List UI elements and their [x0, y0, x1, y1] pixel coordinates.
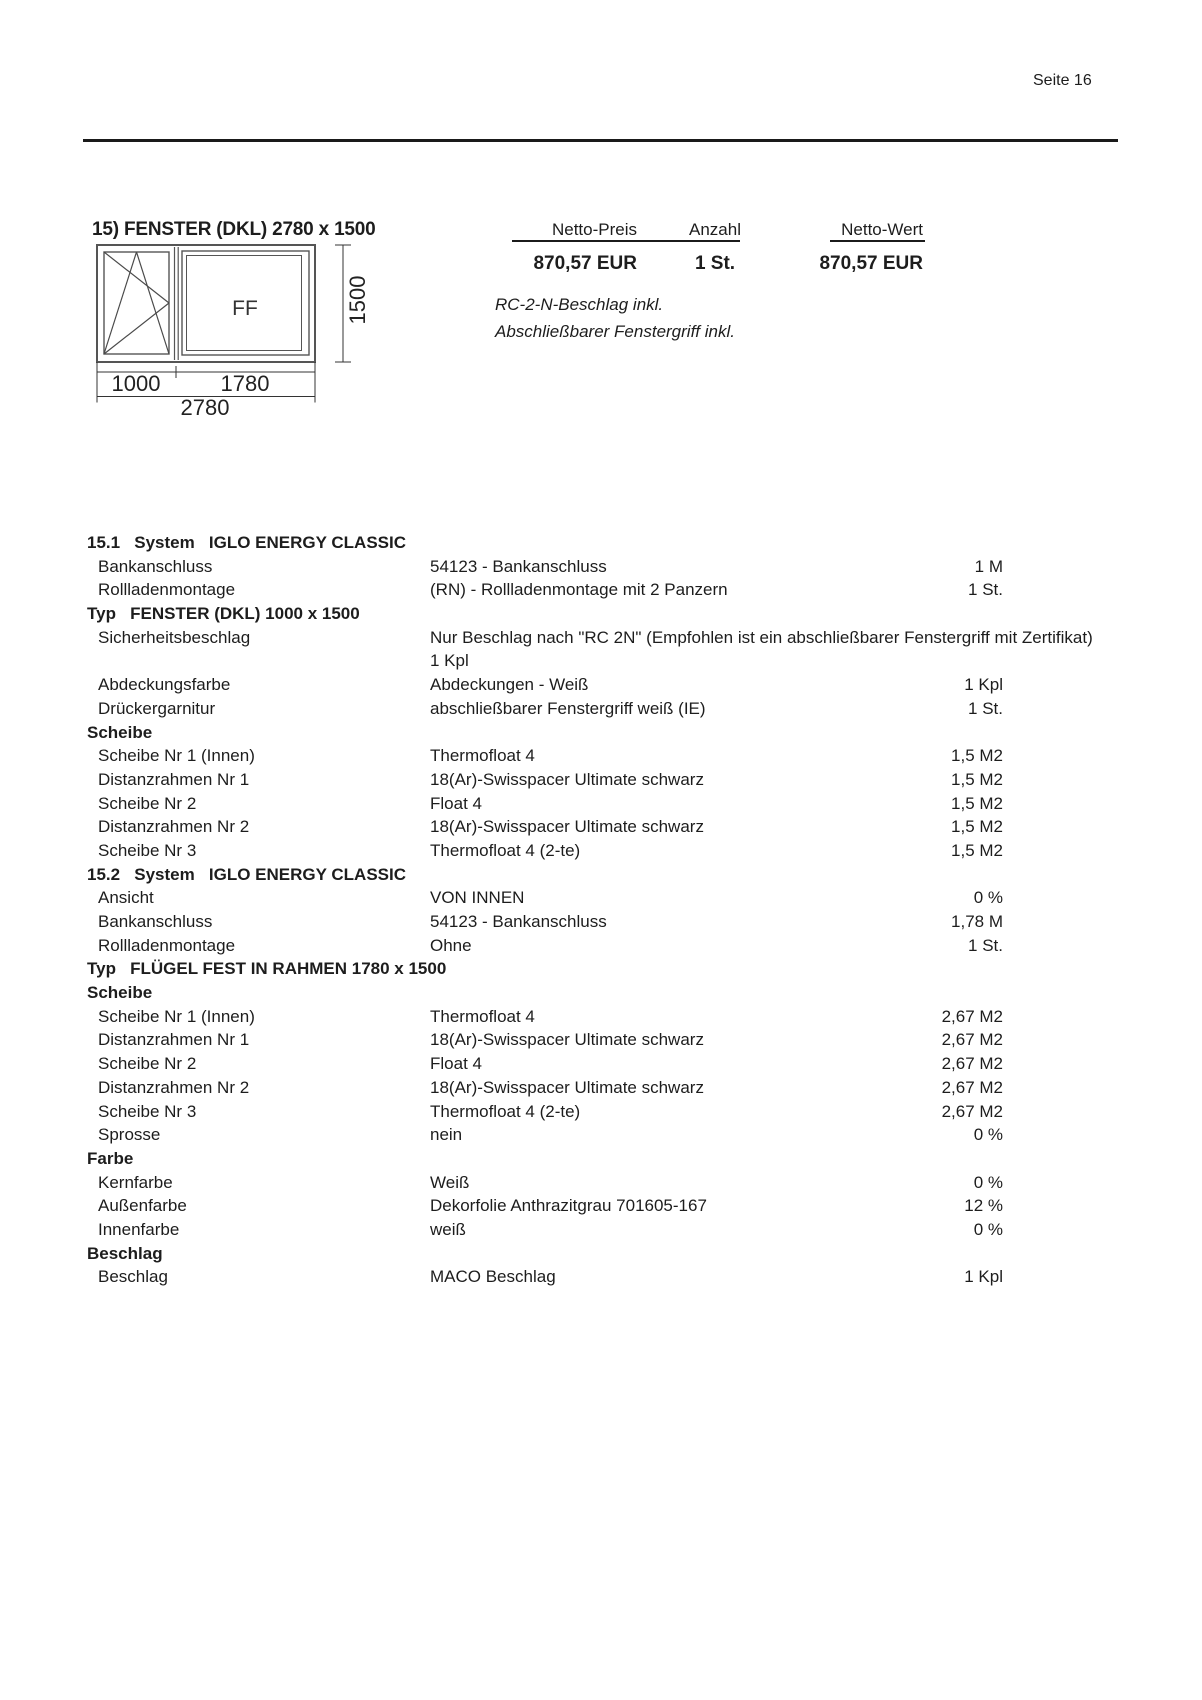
fixed-pane-label: FF	[232, 297, 258, 320]
spec-row	[87, 792, 1003, 816]
spec-label: Scheibe Nr 1 (Innen)	[98, 746, 255, 766]
spec-label: Drückergarnitur	[98, 698, 216, 718]
spec-value: weiß	[430, 1219, 466, 1239]
spec-qty: 1 M	[974, 556, 1003, 576]
spec-label: Ansicht	[98, 888, 154, 908]
dim-width-left: 1000	[111, 371, 161, 396]
spec-label: Abdeckungsfarbe	[98, 675, 231, 695]
spec-row	[87, 934, 1003, 958]
spec-section-label: 15.1 System IGLO ENERGY CLASSIC	[87, 533, 407, 552]
netto-preis-value: 870,57 EUR	[533, 253, 637, 274]
spec-label: Distanzrahmen Nr 1	[98, 1030, 250, 1050]
spec-value: 1 Kpl	[430, 651, 469, 671]
spec-value: Float 4	[430, 793, 482, 813]
spec-value: Weiß	[430, 1172, 470, 1192]
spec-row	[87, 744, 1003, 768]
dim-height: 1500	[345, 275, 370, 325]
spec-row	[87, 673, 1003, 697]
spec-section-label: Farbe	[87, 1148, 134, 1168]
spec-label: Bankanschluss	[98, 556, 213, 576]
item-title: 15) FENSTER (DKL) 2780 x 1500	[92, 219, 376, 240]
spec-section-row	[87, 602, 1003, 626]
spec-section-row	[87, 863, 1003, 887]
spec-label: Distanzrahmen Nr 2	[98, 1077, 250, 1097]
spec-label: Scheibe Nr 2	[98, 793, 197, 813]
spec-qty: 1,5 M2	[951, 746, 1003, 766]
spec-value: 54123 - Bankanschluss	[430, 912, 607, 931]
spec-value: MACO Beschlag	[430, 1267, 556, 1287]
spec-row	[87, 1005, 1003, 1029]
spec-label: Distanzrahmen Nr 2	[98, 817, 250, 837]
spec-section-row	[87, 1242, 1003, 1266]
spec-value: Dekorfolie Anthrazitgrau 701605-167	[430, 1196, 707, 1216]
spec-section-label: 15.2 System IGLO ENERGY CLASSIC	[87, 864, 407, 884]
spec-label: Außenfarbe	[98, 1196, 187, 1216]
netto-wert-value: 870,57 EUR	[819, 253, 923, 274]
spec-qty: 1,5 M2	[951, 793, 1003, 813]
spec-row	[87, 1218, 1003, 1242]
spec-qty: 1,78 M	[951, 912, 1003, 931]
spec-row	[87, 626, 1093, 650]
header-underline-left	[512, 240, 740, 242]
spec-qty: 0 %	[973, 888, 1003, 908]
spec-label: Bankanschluss	[98, 912, 213, 931]
spec-label: Scheibe Nr 3	[98, 1101, 197, 1121]
netto-wert-header: Netto-Wert	[841, 220, 923, 239]
spec-qty: 0 %	[973, 1219, 1003, 1239]
note-line-1: RC-2-N-Beschlag inkl.	[495, 295, 664, 314]
spec-row	[87, 839, 1003, 863]
spec-label: Beschlag	[98, 1267, 168, 1287]
header-divider	[83, 139, 1118, 142]
spec-qty: 1,5 M2	[951, 840, 1003, 860]
spec-label	[87, 649, 430, 673]
spec-section-label: Beschlag	[87, 1243, 163, 1263]
spec-value: 18(Ar)-Swisspacer Ultimate schwarz	[430, 1030, 704, 1050]
spec-row	[87, 1194, 1003, 1218]
spec-label: Distanzrahmen Nr 1	[98, 769, 250, 789]
spec-qty: 1,5 M2	[951, 769, 1003, 789]
window-frame-outline	[97, 245, 315, 362]
spec-value: (RN) - Rollladenmontage mit 2 Panzern	[430, 580, 728, 600]
spec-label: Rollladenmontage	[98, 935, 236, 955]
spec-row	[87, 649, 1003, 673]
spec-row	[87, 697, 1003, 721]
spec-label: Scheibe Nr 1 (Innen)	[98, 1006, 255, 1026]
spec-value: Nur Beschlag nach "RC 2N" (Empfohlen ist ein abschließbarer Fenstergriff mit Zertifikat)	[430, 627, 1093, 647]
spec-qty: 1 Kpl	[964, 675, 1003, 695]
spec-value: 18(Ar)-Swisspacer Ultimate schwarz	[430, 769, 704, 789]
spec-label: Scheibe Nr 2	[98, 1054, 197, 1074]
spec-row	[87, 815, 1003, 839]
spec-section-row	[87, 721, 1003, 745]
spec-section-label: Scheibe	[87, 722, 153, 742]
spec-qty	[911, 649, 1003, 673]
tilt-turn-sash	[104, 252, 169, 354]
spec-value: VON INNEN	[430, 888, 525, 908]
spec-qty: 2,67 M2	[941, 1030, 1003, 1050]
page-number: Seite 16	[1033, 72, 1092, 89]
spec-value: Thermofloat 4	[430, 1006, 535, 1026]
spec-value: Ohne	[430, 935, 472, 955]
spec-row	[87, 886, 1003, 910]
window-diagram	[83, 238, 383, 423]
spec-qty: 0 %	[973, 1172, 1003, 1192]
spec-qty: 2,67 M2	[941, 1054, 1003, 1074]
spec-section-row	[87, 531, 1003, 555]
spec-qty: 1,5 M2	[951, 817, 1003, 837]
spec-qty: 1 Kpl	[964, 1267, 1003, 1287]
spec-section-row	[87, 957, 1003, 981]
spec-row	[87, 1028, 1003, 1052]
spec-value: Thermofloat 4 (2-te)	[430, 840, 581, 860]
spec-row	[87, 555, 1003, 579]
spec-section-row	[87, 1147, 1003, 1171]
spec-row	[87, 1123, 1003, 1147]
spec-row	[87, 768, 1003, 792]
spec-row	[87, 910, 1003, 934]
spec-section-label: Typ FLÜGEL FEST IN RAHMEN 1780 x 1500	[87, 959, 447, 979]
dim-width-right: 1780	[220, 371, 270, 396]
spec-value: Thermofloat 4 (2-te)	[430, 1101, 581, 1121]
spec-row	[87, 1171, 1003, 1195]
spec-qty: 2,67 M2	[941, 1101, 1003, 1121]
netto-preis-header: Netto-Preis	[551, 220, 637, 239]
spec-value: Abdeckungen - Weiß	[430, 675, 589, 695]
spec-label: Sprosse	[98, 1125, 161, 1145]
spec-qty: 12 %	[964, 1196, 1003, 1216]
spec-row	[87, 578, 1003, 602]
spec-qty: 2,67 M2	[941, 1077, 1003, 1097]
dim-width-total: 2780	[180, 395, 230, 420]
spec-row	[87, 1052, 1003, 1076]
spec-value: 18(Ar)-Swisspacer Ultimate schwarz	[430, 817, 704, 837]
spec-table	[87, 531, 1093, 1289]
spec-label: Innenfarbe	[98, 1219, 180, 1239]
spec-value: Thermofloat 4	[430, 746, 535, 766]
anzahl-value: 1 St.	[694, 253, 736, 274]
spec-qty: 2,67 M2	[941, 1006, 1003, 1026]
spec-value: Float 4	[430, 1054, 482, 1074]
spec-row	[87, 1265, 1003, 1289]
spec-label: Sicherheitsbeschlag	[98, 627, 251, 647]
spec-value: 54123 - Bankanschluss	[430, 556, 607, 576]
spec-section-row	[87, 981, 1003, 1005]
spec-qty: 0 %	[973, 1125, 1003, 1145]
tilt-turn-symbol	[104, 252, 169, 354]
spec-qty: 1 St.	[968, 698, 1003, 718]
spec-label: Scheibe Nr 3	[98, 840, 197, 860]
spec-label: Rollladenmontage	[98, 580, 236, 600]
spec-value: 18(Ar)-Swisspacer Ultimate schwarz	[430, 1077, 704, 1097]
spec-section-label: Scheibe	[87, 983, 153, 1003]
spec-qty: 1 St.	[968, 935, 1003, 955]
spec-section-label: Typ FENSTER (DKL) 1000 x 1500	[87, 604, 360, 624]
spec-qty: 1 St.	[968, 580, 1003, 600]
spec-label: Kernfarbe	[98, 1172, 173, 1192]
anzahl-header: Anzahl	[689, 220, 741, 239]
spec-value: abschließbarer Fenstergriff weiß (IE)	[430, 698, 706, 718]
header-underline-right	[830, 240, 925, 242]
spec-value: nein	[430, 1125, 463, 1145]
spec-row	[87, 1100, 1003, 1124]
spec-row	[87, 1076, 1003, 1100]
note-line-2: Abschließbarer Fenstergriff inkl.	[495, 322, 735, 341]
